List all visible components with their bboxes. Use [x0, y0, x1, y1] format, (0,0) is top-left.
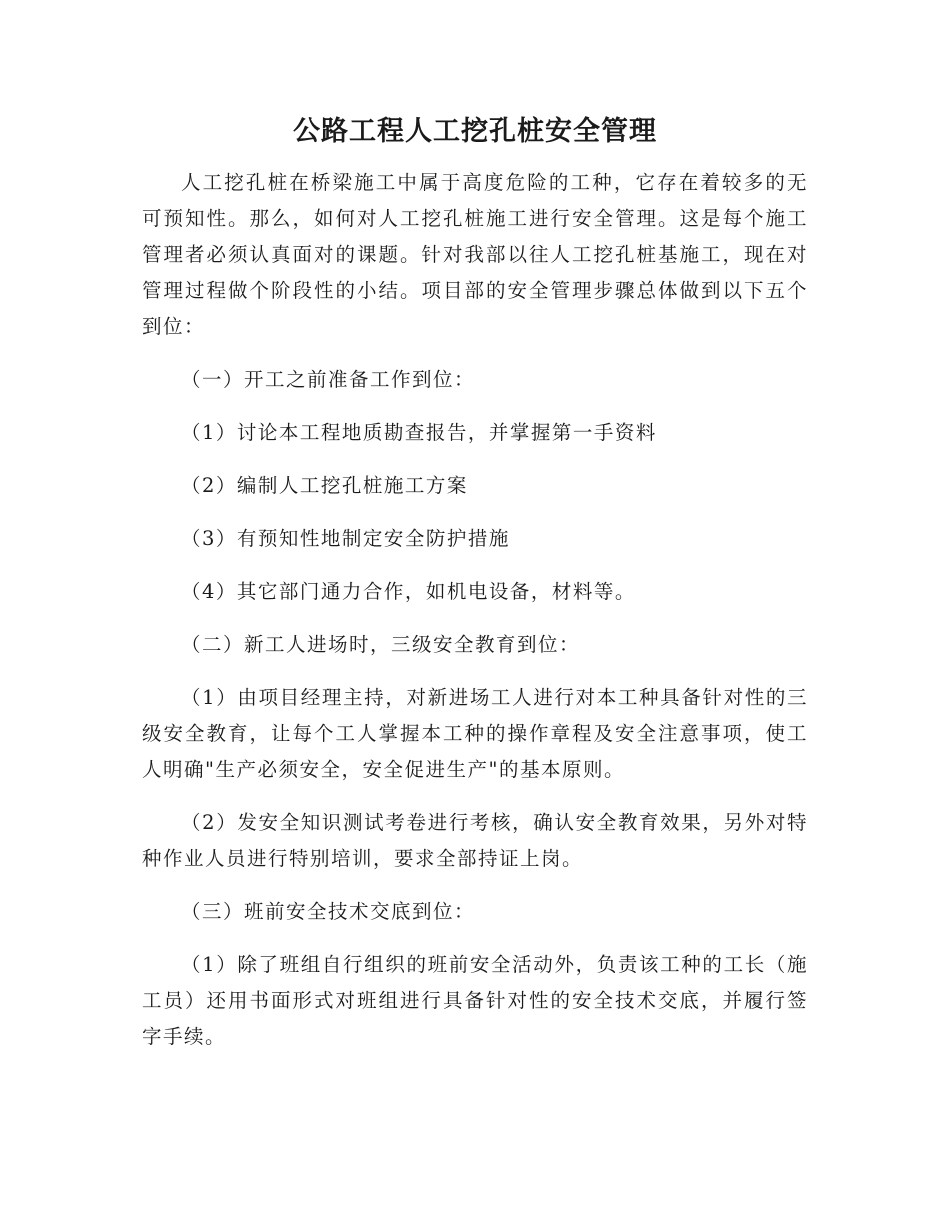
document-body — [142, 165, 808, 1055]
list-item: （1）讨论本工程地质勘查报告，并掌握第一手资料 — [181, 421, 657, 444]
intro-paragraph: 人工挖孔桩在桥梁施工中属于高度危险的工种，它存在着较多的无可预知性。那么，如何对人工挖孔桩施工进行安全管理。这是每个施工管理者必须认真面对的课题。针对我部以往人工挖孔桩基施工，现在对管理过程做个阶段性的小结。项目部的安全管理步骤总体做到以下五个到位： — [142, 171, 808, 338]
section-heading-3: （三）班前安全技术交底到位： — [181, 900, 476, 923]
list-item: （4）其它部门通力合作，如机电设备，材料等。 — [181, 580, 636, 603]
list-item: （2）发安全知识测试考卷进行考核，确认安全教育效果，另外对特种作业人员进行特别培训，要求全部持证上岗。 — [142, 811, 808, 870]
list-item: （3）有预知性地制定安全防护措施 — [181, 527, 510, 550]
list-item: （2）编制人工挖孔桩施工方案 — [181, 474, 468, 497]
section-heading-1: （一）开工之前准备工作到位： — [181, 368, 476, 391]
list-item: （1）由项目经理主持，对新进场工人进行对本工种具备针对性的三级安全教育，让每个工人掌握本工种的操作章程及安全注意事项，使工人明确"生产必须安全，安全促进生产"的基本原则。 — [142, 686, 808, 781]
list-item: （1）除了班组自行组织的班前安全活动外，负责该工种的工长（施工员）还用书面形式对班组进行具备针对性的安全技术交底，并履行签字手续。 — [142, 953, 808, 1048]
document-title: 公路工程人工挖孔桩安全管理 — [293, 116, 657, 147]
section-heading-2: （二）新工人进场时，三级安全教育到位： — [181, 633, 581, 656]
